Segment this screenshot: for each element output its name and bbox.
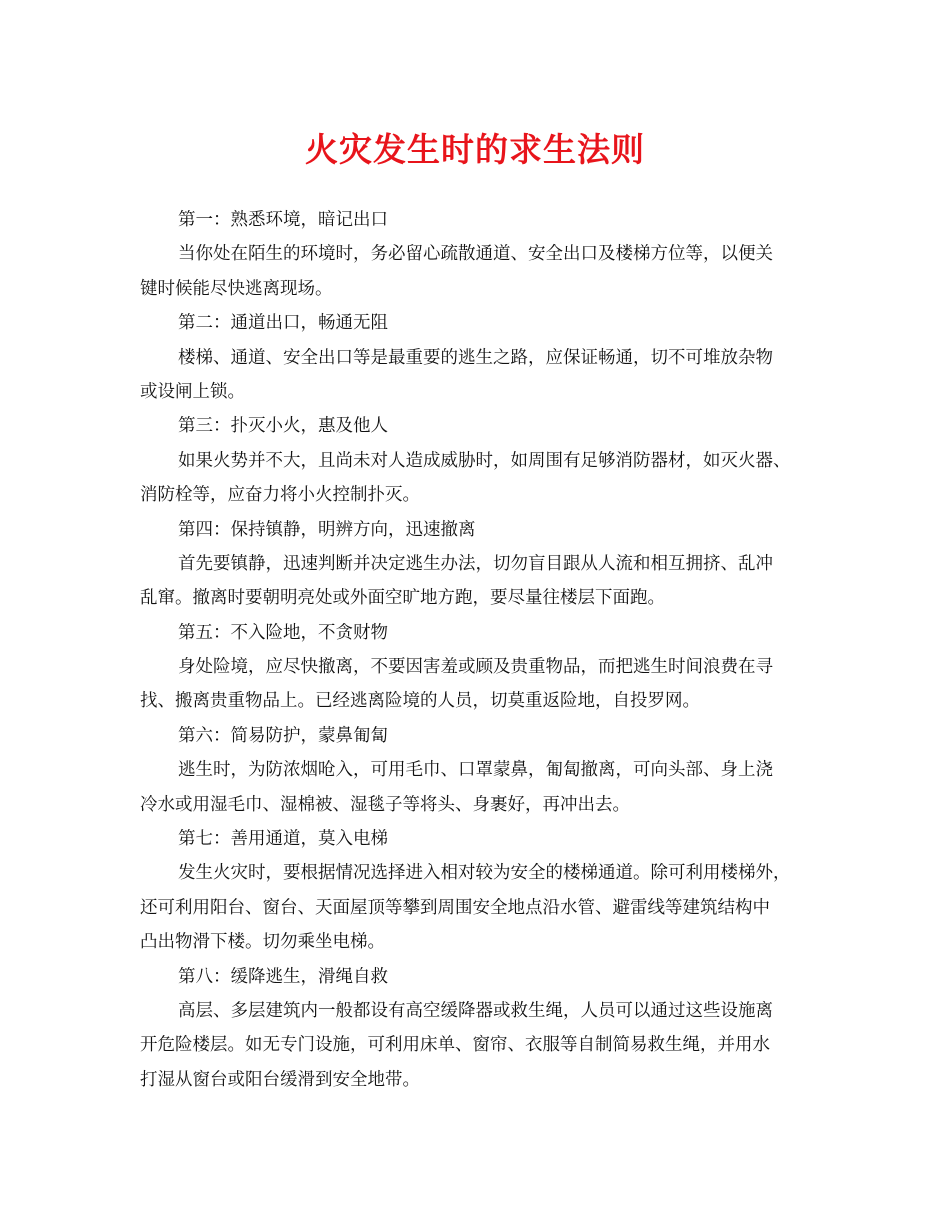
text-line: 身处险境，应尽快撤离，不要因害羞或顾及贵重物品，而把逃生时间浪费在寻 <box>178 657 773 678</box>
text-line: 逃生时，为防浓烟呛入，可用毛巾、口罩蒙鼻，匍匐撤离，可向头部、身上浇 <box>178 760 773 781</box>
document-body <box>140 203 820 1097</box>
text-line: 冷水或用湿毛巾、湿棉被、湿毯子等将头、身裹好，再冲出去。 <box>140 794 630 815</box>
text-line: 第三：扑灭小火，惠及他人 <box>178 416 388 437</box>
text-line: 如果火势并不大，且尚未对人造成威胁时，如周围有足够消防器材，如灭火器、 <box>178 450 791 471</box>
text-line: 首先要镇静，迅速判断并决定逃生办法，切勿盲目跟从人流和相互拥挤、乱冲 <box>178 553 773 574</box>
text-line: 消防栓等，应奋力将小火控制扑灭。 <box>140 485 420 506</box>
text-line: 第四：保持镇静，明辨方向，迅速撤离 <box>178 519 476 540</box>
text-line: 打湿从窗台或阳台缓滑到安全地带。 <box>140 1069 420 1090</box>
text-line: 开危险楼层。如无专门设施，可利用床单、窗帘、衣服等自制简易救生绳，并用水 <box>140 1035 770 1056</box>
text-line: 乱窜。撤离时要朝明亮处或外面空旷地方跑，要尽量往楼层下面跑。 <box>140 588 665 609</box>
text-line: 找、搬离贵重物品上。已经逃离险境的人员，切莫重返险地，自投罗网。 <box>140 691 700 712</box>
text-line: 第二：通道出口，畅通无阻 <box>178 313 388 334</box>
text-line: 楼梯、通道、安全出口等是最重要的逃生之路，应保证畅通，切不可堆放杂物 <box>178 347 773 368</box>
text-line: 第七：善用通道，莫入电梯 <box>178 829 388 850</box>
text-line: 第六：简易防护，蒙鼻匍匐 <box>178 725 388 746</box>
text-line: 高层、多层建筑内一般都设有高空缓降器或救生绳，人员可以通过这些设施离 <box>178 1000 773 1021</box>
text-line: 发生火灾时，要根据情况选择进入相对较为安全的楼梯通道。除可利用楼梯外， <box>178 863 791 884</box>
document-title: 火灾发生时的求生法则 <box>305 130 645 169</box>
text-line: 当你处在陌生的环境时，务必留心疏散通道、安全出口及楼梯方位等，以便关 <box>178 244 773 265</box>
text-line: 第一：熟悉环境，暗记出口 <box>178 210 388 230</box>
text-line: 键时候能尽快逃离现场。 <box>140 278 333 299</box>
text-line: 第五：不入险地，不贪财物 <box>178 622 388 643</box>
text-line: 凸出物滑下楼。切勿乘坐电梯。 <box>140 932 385 953</box>
text-line: 或设闸上锁。 <box>140 381 245 402</box>
text-line: 第八：缓降逃生，滑绳自救 <box>178 966 388 987</box>
text-line: 还可利用阳台、窗台、天面屋顶等攀到周围安全地点沿水管、避雷线等建筑结构中 <box>140 897 770 918</box>
